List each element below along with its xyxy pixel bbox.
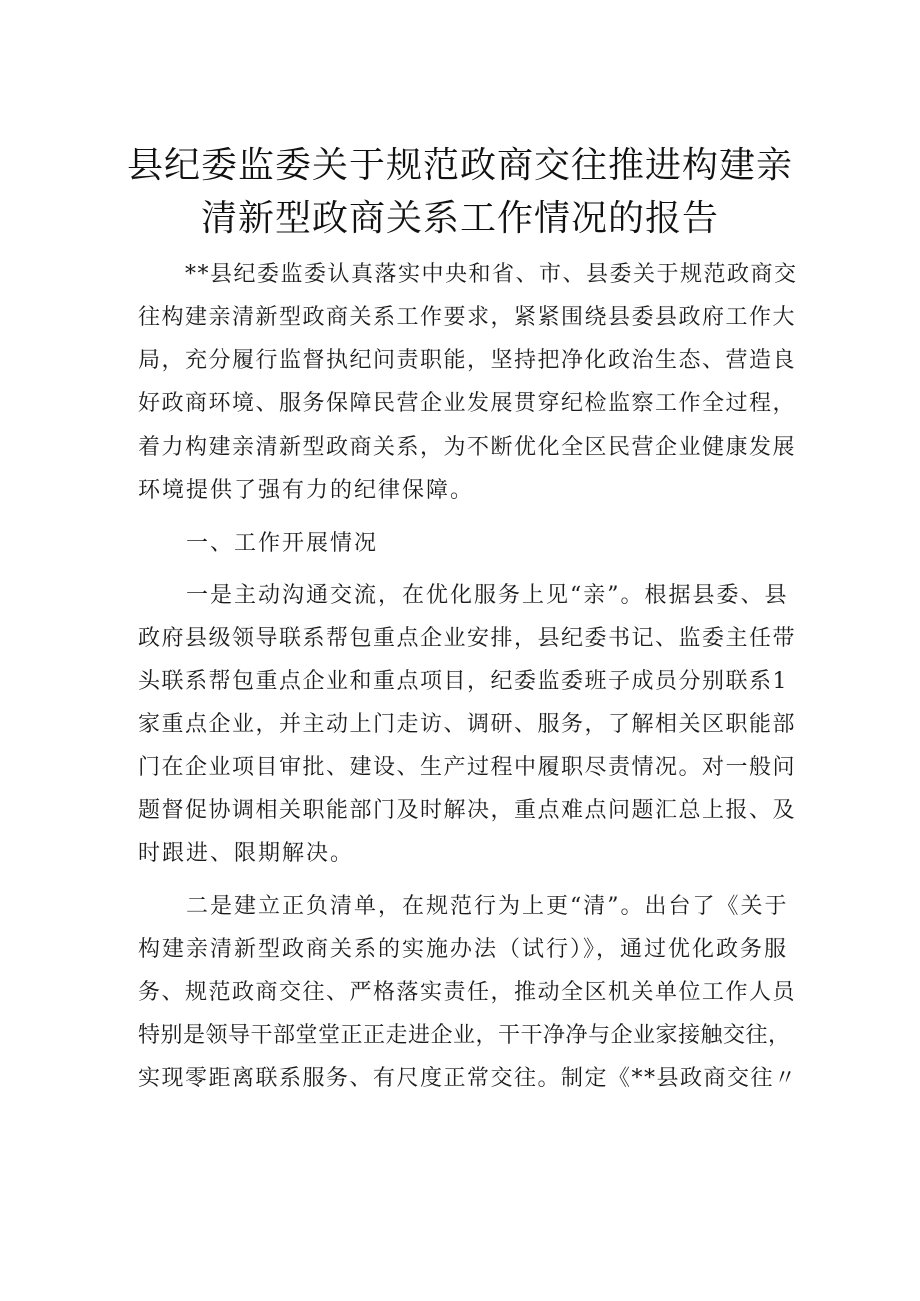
paragraph-1-line-6: 环境提供了强有力的纪律保障。 xyxy=(138,478,475,503)
paragraph-1-line-3: 局，充分履行监督执纪问责职能，坚持把净化政治生态、营造良 xyxy=(138,348,797,373)
paragraph-3-line-4: 特别是领导干部堂堂正正走进企业，干干净净与企业家接触交往， xyxy=(138,1023,791,1048)
paragraph-3-line-1: 二是建立正负清单，在规范行为上更“清”。出台了《关于 xyxy=(186,894,789,919)
paragraph-1-line-4: 好政商环境、服务保障民营企业发展贯穿纪检监察工作全过程， xyxy=(138,391,797,416)
paragraph-3-line-3: 务、规范政商交往、严格落实责任，推动全区机关单位工作人员 xyxy=(138,980,797,1005)
paragraph-1-line-5: 着力构建亲清新型政商关系，为不断优化全区民营企业健康发展 xyxy=(138,435,797,460)
paragraph-2-line-7: 时跟进、限期解决。 xyxy=(138,841,355,866)
paragraph-2-line-2: 政府县级领导联系帮包重点企业安排，县纪委书记、监委主任带 xyxy=(138,626,797,651)
document-title-line-1: 县纪委监委关于规范政商交往推进构建亲 xyxy=(126,145,793,186)
paragraph-3-line-2: 构建亲清新型政商关系的实施办法（试行）》，通过优化政务服 xyxy=(138,937,789,962)
paragraph-2-line-6: 题督促协调相关职能部门及时解决，重点难点问题汇总上报、及 xyxy=(138,798,797,823)
paragraph-3-line-5: 实现零距离联系服务、有尺度正常交往。制定《**县政商交往〃 xyxy=(138,1066,798,1091)
paragraph-2-line-5: 门在企业项目审批、建设、生产过程中履职尽责情况。对一般问 xyxy=(138,755,797,780)
paragraph-2-line-4: 家重点企业，并主动上门走访、调研、服务，了解相关区职能部 xyxy=(138,712,797,737)
paragraph-2-line-1: 一是主动沟通交流，在优化服务上见“亲”。根据县委、县 xyxy=(186,583,789,608)
section-heading-work-progress: 一、工作开展情况 xyxy=(186,531,379,556)
paragraph-2-line-3: 头联系帮包重点企业和重点项目，纪委监委班子成员分别联系1 xyxy=(138,669,788,694)
document-title-line-2: 清新型政商关系工作情况的报告 xyxy=(200,198,719,239)
paragraph-1-line-1: **县纪委监委认真落实中央和省、市、县委关于规范政商交 xyxy=(185,262,798,287)
paragraph-1-line-2: 往构建亲清新型政商关系工作要求，紧紧围绕县委县政府工作大 xyxy=(138,305,797,330)
